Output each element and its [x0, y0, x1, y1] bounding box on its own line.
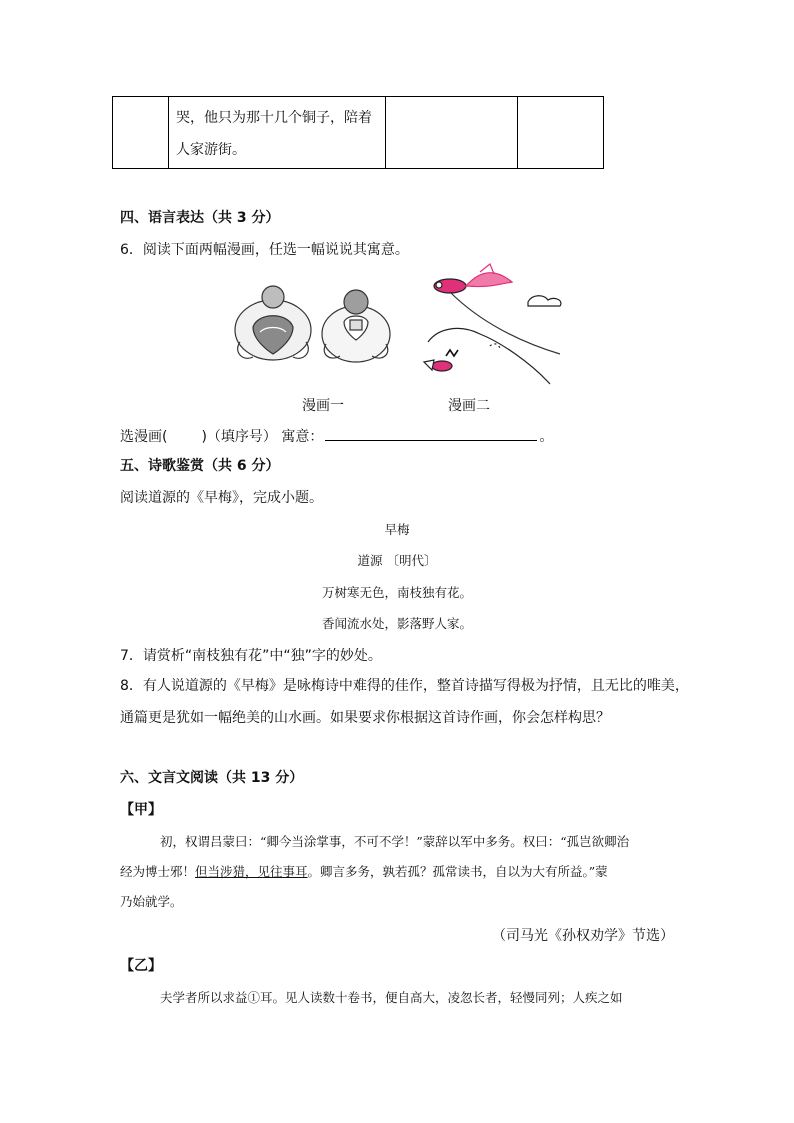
table-divider: [517, 97, 518, 168]
underlined-sentence: 但当涉猎，见往事耳: [195, 864, 308, 879]
passage-label-yi: 【乙】: [120, 958, 162, 974]
question-7: 7．请赏析“南枝独有花”中“独”字的妙处。: [120, 648, 382, 664]
question-8-line2: 通篇更是犹如一幅绝美的山水画。如果要求你根据这首诗作画，你会怎样构思？: [120, 710, 610, 726]
poem-intro: 阅读道源的《早梅》，完成小题。: [120, 490, 323, 506]
section-heading: 四、语言表达（共 3 分）: [120, 210, 280, 226]
table-cell-line: 哭，他只为那十几个铜子，陪着: [176, 110, 372, 126]
poem-line: 万树寒无色，南枝独有花。: [321, 585, 472, 600]
table-cell-line: 人家游街。: [176, 142, 246, 158]
comic-two-image: [420, 262, 565, 387]
section-heading: 五、诗歌鉴赏（共 6 分）: [120, 458, 280, 474]
poem-title: 早梅: [384, 522, 410, 537]
answer-line: [120, 426, 553, 447]
table-divider: [385, 97, 386, 168]
table-divider: [168, 97, 169, 168]
meaning-blank[interactable]: [325, 426, 537, 441]
answer-end: 。: [539, 429, 554, 445]
section-heading: 六、文言文阅读（共 13 分）: [120, 770, 304, 786]
question-8-line1: 8．有人说道源的《早梅》是咏梅诗中难得的佳作，整首诗描写得极为抒情，且无比的唯美，: [120, 678, 689, 694]
answer-prefix: 选漫画(: [120, 429, 168, 445]
passage-text: 。卿言多务，孰若孤？孤常读书，自以为大有所益。”蒙: [307, 864, 608, 879]
passage-jia-line: [120, 862, 608, 880]
question-6: 6．阅读下面两幅漫画，任选一幅说说其寓意。: [120, 242, 409, 258]
passage-source: （司马光《孙权劝学》节选）: [492, 928, 674, 944]
passage-jia-line: 初，权谓吕蒙曰：“卿今当涂掌事，不可不学！”蒙辞以军中多务。权曰：“孤岂欲卿治: [160, 834, 630, 849]
answer-mid: )（填序号） 寓意：: [201, 429, 324, 445]
comic-two-label: 漫画二: [448, 398, 490, 414]
comic-one-image: [228, 282, 398, 372]
passage-label-jia: 【甲】: [120, 802, 162, 818]
passage-jia-line: 乃始就学。: [120, 894, 183, 909]
poem-line: 香闻流水处，影落野人家。: [321, 616, 472, 631]
poem-author: 道源 〔明代〕: [357, 553, 437, 568]
comic-one-label: 漫画一: [302, 398, 344, 414]
passage-text: 经为博士邪！: [120, 864, 196, 879]
passage-yi-line: 夫学者所以求益①耳。见人读数十卷书，便自高大，凌忽长者，轻慢同列；人疾之如: [160, 990, 623, 1005]
